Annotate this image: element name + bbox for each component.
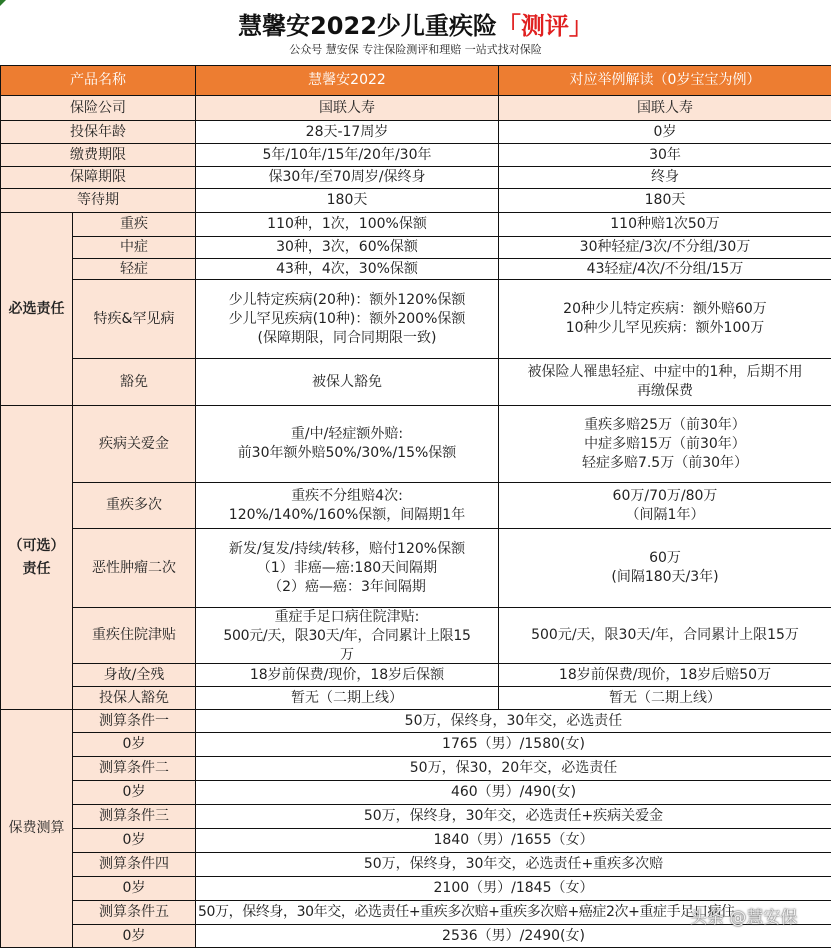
example-cell: [499, 259, 831, 280]
row-label: 投保年龄: [1, 121, 196, 144]
row-label: 轻症: [73, 259, 196, 280]
table-row: [1, 757, 831, 781]
table-row: [1, 483, 831, 529]
row-label: 豁免: [73, 359, 196, 406]
row-label: 保险公司: [1, 96, 196, 121]
cell-line: 重疾不分组赔4次:: [291, 487, 403, 504]
cell-line: (间隔180天/3年): [611, 569, 719, 585]
cell-line: 被保险人罹患轻症、中症中的1种，后期不用: [527, 364, 803, 380]
example-cell: [499, 280, 831, 359]
table-row: [1, 781, 831, 805]
cell-line: 18岁前保费/现价，18岁后保额: [249, 666, 445, 683]
table-row: [1, 733, 831, 757]
table-row: [1, 280, 831, 359]
premium-value-cell: 50万，保30，20年交，必选责任: [196, 757, 831, 781]
header-cell-product-name: 产品名称: [1, 66, 196, 96]
example-cell: [499, 664, 831, 687]
example-cell: [499, 237, 831, 259]
row-label: 0岁: [73, 733, 196, 757]
table-row: [1, 359, 831, 406]
cell-line: 新发/复发/持续/转移，赔付120%保额: [228, 540, 466, 557]
table-row: [1, 406, 831, 483]
table-row: [1, 259, 831, 280]
cell-line: 500元/天，限30天/年，合同累计上限15万: [531, 627, 799, 643]
cell-line: 少儿特定疾病(20种)：额外120%保额: [228, 291, 466, 308]
row-label: 重疾多次: [73, 483, 196, 529]
product-cell: [196, 237, 499, 259]
premium-value-cell: 50万，保终身，30年交，必选责任+重疾多次赔: [196, 853, 831, 877]
table-row: [1, 189, 831, 213]
table-row: [1, 901, 831, 925]
product-cell: [196, 259, 499, 280]
table-row: [1, 121, 831, 144]
row-label: 0岁: [73, 925, 196, 948]
table-row: [1, 829, 831, 853]
cell-line: 110种赔1次50万: [610, 216, 720, 232]
cell-line: 暂无（二期上线）: [609, 689, 721, 706]
cell-clip: [198, 608, 496, 662]
watermark: 头条 @慧安保: [690, 908, 798, 928]
row-label: 测算条件四: [73, 853, 196, 877]
product-cell: 5年/10年/15年/20年/30年: [196, 144, 499, 167]
row-label: 缴费期限: [1, 144, 196, 167]
product-cell: [196, 608, 499, 664]
cell-line: 重疾多赔25万（前30年）: [584, 416, 746, 433]
comparison-table: [0, 65, 831, 948]
cell-line: 轻症多赔7.5万（前30年）: [581, 454, 749, 471]
cell-line: 18岁前保费/现价，18岁后赔50万: [558, 666, 772, 683]
cell-line: 43轻症/4次/不分组/15万: [586, 260, 744, 277]
table-row: [1, 664, 831, 687]
row-label: 保障期限: [1, 167, 196, 189]
cell-line: 万: [340, 647, 354, 662]
page-title: [0, 6, 831, 41]
cell-line: 30种，3次，60%保额: [276, 239, 418, 255]
cell-line: 500元/天，限30天/年，合同累计上限15: [223, 628, 471, 644]
premium-value-cell: 1840（男）/1655（女）: [196, 829, 831, 853]
product-cell: 国联人寿: [196, 96, 499, 121]
cell-line: 前30年额外赔50%/30%/15%保额: [237, 445, 457, 461]
page-subtitle: 公众号 慧安保 专注保险测评和理赔 一站式找对保险: [289, 43, 542, 56]
row-label: 0岁: [73, 781, 196, 805]
cell-line: 110种，1次，100%保额: [267, 216, 427, 232]
row-label: 重疾住院津贴: [73, 608, 196, 664]
premium-value-cell: [196, 901, 831, 925]
row-label: 中症: [73, 237, 196, 259]
cell-line: 43种，4次，30%保额: [276, 260, 418, 277]
table-row: [1, 167, 831, 189]
cell-line: 少儿罕见疾病(10种)：额外200%保额: [228, 310, 466, 327]
cell-line: （2）癌—癌：3年间隔期: [268, 578, 426, 595]
table-row: [1, 877, 831, 901]
table-row: [1, 687, 831, 710]
example-cell: [499, 213, 831, 237]
table-row: [1, 144, 831, 167]
table-row: [1, 805, 831, 829]
row-label: 恶性肿瘤二次: [73, 529, 196, 608]
premium-value-cell: 1765（男）/1580(女): [196, 733, 831, 757]
row-label: 疾病关爱金: [73, 406, 196, 483]
section-label-optional: [1, 406, 73, 710]
cell-line: 60万: [649, 550, 681, 566]
example-cell: [499, 359, 831, 406]
header-cell-product: 慧馨安2022: [196, 66, 499, 96]
table-row: [1, 96, 831, 121]
row-label: 身故/全残: [73, 664, 196, 687]
cell-line: 60万/70万/80万: [612, 487, 718, 504]
row-label: 特疾&罕见病: [73, 280, 196, 359]
row-label: 重疾: [73, 213, 196, 237]
premium-value-cell: 50万，保终身，30年交，必选责任+疾病关爱金: [196, 805, 831, 829]
example-cell: [499, 406, 831, 483]
table-row: [1, 213, 831, 237]
cell-line: (保障期限，同合同期限一致): [257, 329, 437, 346]
table-row: [1, 237, 831, 259]
product-cell: [196, 483, 499, 529]
title-accent: 「测评」: [496, 12, 593, 40]
title-area: [0, 0, 831, 65]
cell-line: 20种少儿特定疾病：额外赔60万: [563, 301, 767, 317]
title-main: 慧馨安2022少儿重疾险: [238, 12, 497, 40]
product-cell: [196, 406, 499, 483]
row-label: 测算条件一: [73, 710, 196, 733]
table-header-row: [1, 66, 831, 96]
product-cell: [196, 280, 499, 359]
row-label: 0岁: [73, 829, 196, 853]
row-label: 投保人豁免: [73, 687, 196, 710]
premium-value-cell: 460（男）/490(女): [196, 781, 831, 805]
table-row: [1, 608, 831, 664]
table-row: [1, 925, 831, 948]
example-cell: 终身: [499, 167, 831, 189]
cell-line: （间隔1年）: [625, 506, 705, 523]
row-label: 测算条件三: [73, 805, 196, 829]
cell-line: 再缴保费: [637, 383, 693, 399]
product-cell: 保30年/至70周岁/保终身: [196, 167, 499, 189]
cell-line: 重/中/轻症额外赔:: [290, 426, 404, 442]
product-cell: [196, 359, 499, 406]
cell-line: 被保人豁免: [312, 373, 382, 390]
row-label: 等待期: [1, 189, 196, 213]
product-cell: [196, 529, 499, 608]
product-cell: [196, 687, 499, 710]
product-cell: [196, 213, 499, 237]
cell-line: 30种轻症/3次/不分组/30万: [579, 239, 751, 255]
section-label-premium: 保费测算: [1, 710, 73, 948]
premium-value-cell: 2536（男）/2490(女): [196, 925, 831, 948]
row-label: 测算条件五: [73, 901, 196, 925]
premium-value-text: 50万，保终身，30年交，必选责任+重疾多次赔+重疾多次赔+癌症2次+重症手足口病住: [198, 904, 735, 920]
cell-line: 暂无（二期上线）: [291, 689, 403, 706]
product-cell: 180天: [196, 189, 499, 213]
row-label: 测算条件二: [73, 757, 196, 781]
example-cell: [499, 687, 831, 710]
example-cell: 0岁: [499, 121, 831, 144]
product-cell: [196, 664, 499, 687]
example-cell: 180天: [499, 189, 831, 213]
section-label-line: 责任: [22, 560, 51, 577]
table-row: [1, 853, 831, 877]
cell-line: 重症手足口病住院津贴:: [274, 609, 420, 625]
header-cell-example: 对应举例解读（0岁宝宝为例）: [499, 66, 831, 96]
example-cell: [499, 608, 831, 664]
table-row: [1, 710, 831, 733]
cell-line: 10种少儿罕见疾病：额外100万: [565, 320, 765, 336]
example-cell: 30年: [499, 144, 831, 167]
cell-line: 中症多赔15万（前30年）: [584, 435, 746, 452]
cell-line: 120%/140%/160%保额，间隔期1年: [228, 506, 466, 523]
table-row: [1, 529, 831, 608]
premium-value-cell: 50万，保终身，30年交，必选责任: [196, 710, 831, 733]
product-cell: 28天-17周岁: [196, 121, 499, 144]
example-cell: [499, 483, 831, 529]
premium-value-cell: 2100（男）/1845（女）: [196, 877, 831, 901]
cell-line: （1）非癌—癌:180天间隔期: [256, 559, 438, 576]
section-label-line: （可选）: [8, 537, 65, 554]
row-label: 0岁: [73, 877, 196, 901]
example-cell: [499, 529, 831, 608]
example-cell: 国联人寿: [499, 96, 831, 121]
section-label-required: 必选责任: [1, 213, 73, 406]
